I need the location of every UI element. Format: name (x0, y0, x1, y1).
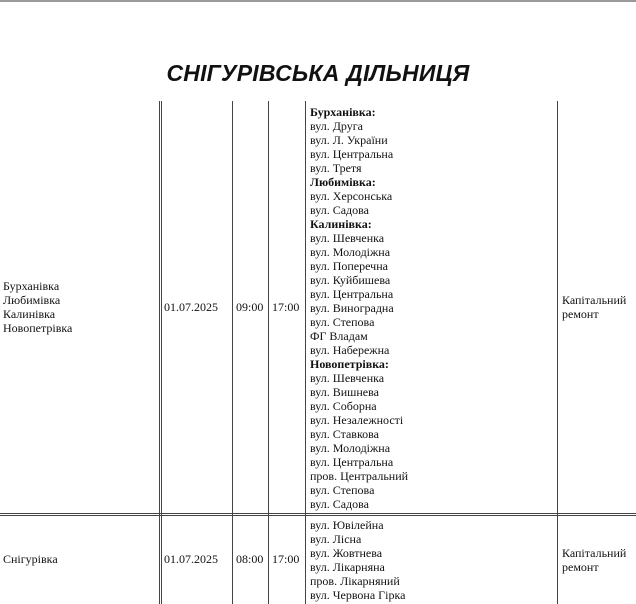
grid-line (161, 101, 162, 604)
settlement-header: Новопетрівка: (310, 357, 389, 371)
street-item: вул. Набережна (310, 343, 390, 357)
street-item: пров. Лікарняний (310, 574, 400, 588)
grid-line (232, 101, 233, 604)
settlement-name: Бурханівка (3, 279, 60, 293)
street-item: вул. Червона Гірка (310, 588, 406, 602)
street-item: вул. Шевченка (310, 371, 385, 385)
top-divider (0, 0, 636, 2)
work-type-cell (562, 546, 626, 574)
work-type-line: Капітальний (562, 293, 627, 307)
page-title: СНІГУРІВСЬКА ДІЛЬНИЦЯ (166, 60, 470, 86)
street-item: вул. Шевченка (310, 231, 385, 245)
street-item: вул. Молодіжна (310, 441, 391, 455)
street-item: вул. Незалежності (310, 413, 404, 427)
grid-line (557, 101, 558, 604)
work-type-line: Капітальний (562, 546, 627, 560)
streets-cell (310, 518, 405, 602)
street-item: вул. Степова (310, 483, 375, 497)
end-time-cell: 17:00 (272, 552, 300, 566)
street-item: вул. Садова (310, 203, 369, 217)
settlements-cell (3, 552, 58, 566)
street-item: вул. Соборна (310, 399, 377, 413)
date-cell: 01.07.2025 (164, 552, 218, 566)
street-item: вул. Херсонська (310, 189, 393, 203)
street-item: вул. Садова (310, 497, 369, 511)
settlement-name: Новопетрівка (3, 321, 73, 335)
work-type-line: ремонт (562, 560, 599, 574)
settlement-header: Калинівка: (310, 217, 372, 231)
street-item: вул. Лікарняна (310, 560, 385, 574)
date-cell: 01.07.2025 (164, 300, 218, 314)
street-item: вул. Виноградна (310, 301, 394, 315)
street-item: вул. Степова (310, 315, 375, 329)
street-item: вул. Центральна (310, 287, 394, 301)
street-item: вул. Лісна (310, 532, 362, 546)
street-item: вул. Центральна (310, 455, 394, 469)
grid-line (159, 101, 160, 604)
street-item: вул. Поперечна (310, 259, 388, 273)
street-item: вул. Третя (310, 161, 362, 175)
street-item: вул. Центральна (310, 147, 394, 161)
grid-line (268, 101, 269, 604)
settlement-header: Бурханівка: (310, 105, 376, 119)
settlement-name: Снігурівка (3, 552, 58, 566)
street-item: вул. Жовтнева (310, 546, 383, 560)
settlements-cell (3, 279, 72, 335)
work-type-cell (562, 293, 626, 321)
work-type-line: ремонт (562, 307, 599, 321)
street-item: вул. Ставкова (310, 427, 379, 441)
grid-line (0, 515, 636, 516)
street-item: вул. Вишнева (310, 385, 379, 399)
settlement-name: Любимівка (3, 293, 61, 307)
settlement-header: Любимівка: (310, 175, 376, 189)
streets-cell (310, 105, 408, 511)
street-item: ФГ Владам (310, 329, 368, 343)
street-item: вул. Друга (310, 119, 363, 133)
street-item: вул. Л. України (310, 133, 388, 147)
grid-line (0, 513, 636, 514)
street-item: вул. Куйбишева (310, 273, 391, 287)
street-item: вул. Ювілейна (310, 518, 384, 532)
end-time-cell: 17:00 (272, 300, 300, 314)
settlement-name: Калинівка (3, 307, 56, 321)
start-time-cell: 09:00 (236, 300, 264, 314)
street-item: пров. Центральний (310, 469, 409, 483)
street-item: вул. Молодіжна (310, 245, 391, 259)
start-time-cell: 08:00 (236, 552, 264, 566)
grid-line (305, 101, 306, 604)
